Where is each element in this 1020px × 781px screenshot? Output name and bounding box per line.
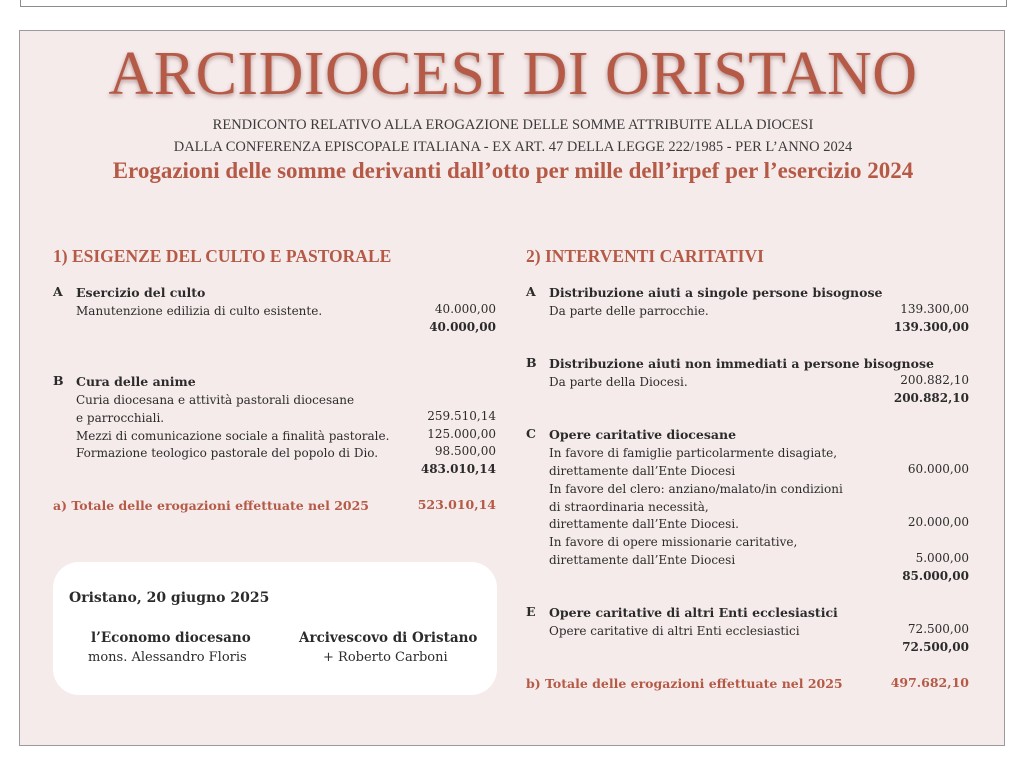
section-letter-b: B xyxy=(526,355,537,370)
section-letter-c: C xyxy=(526,426,536,441)
line-item-label: direttamente dall’Ente Diocesi. xyxy=(549,517,739,531)
line-item-amount: 125.000,00 xyxy=(427,427,496,441)
section-letter-e: E xyxy=(526,604,536,619)
line-item-amount: 20.000,00 xyxy=(907,515,969,529)
section-letter-b: B xyxy=(53,373,64,388)
category-altri-enti: Opere caritative di altri Enti ecclesiastici xyxy=(549,605,838,620)
total-amount-a: 523.010,14 xyxy=(417,497,496,512)
line-item-amount: 98.500,00 xyxy=(434,444,496,458)
report-description-line1: RENDICONTO RELATIVO ALLA EROGAZIONE DELLE SOMME ATTRIBUITE ALLA DIOCESI xyxy=(212,117,814,133)
section-letter-a: A xyxy=(526,284,536,299)
section-letter-a: A xyxy=(53,284,63,299)
subtotal-amount: 200.882,10 xyxy=(893,391,969,405)
line-item-label: In favore di opere missionarie caritative, xyxy=(549,535,798,549)
line-item-label: e parrocchiali. xyxy=(76,411,165,425)
line-item-amount: 200.882,10 xyxy=(900,373,969,387)
signer-role-arcivescovo: Arcivescovo di Oristano xyxy=(299,630,478,646)
place-date: Oristano, 20 giugno 2025 xyxy=(69,590,270,606)
signer-name-arcivescovo: + Roberto Carboni xyxy=(323,650,448,665)
signature-box xyxy=(53,562,497,695)
report-panel xyxy=(19,30,1005,746)
subtotal-amount: 483.010,14 xyxy=(420,462,496,476)
line-item-amount: 60.000,00 xyxy=(907,462,969,476)
page-title: ARCIDIOCESI DI ORISTANO xyxy=(108,40,918,108)
line-item-amount: 139.300,00 xyxy=(900,302,969,316)
line-item-amount: 40.000,00 xyxy=(434,302,496,316)
line-item-label: Manutenzione edilizia di culto esistente. xyxy=(76,304,323,318)
section-heading-culto: 1) ESIGENZE DEL CULTO E PASTORALE xyxy=(53,246,392,266)
report-subtitle: Erogazioni delle somme derivanti dall’otto per mille dell’irpef per l’esercizio 2024 xyxy=(112,158,914,183)
signer-name-economo: mons. Alessandro Floris xyxy=(88,650,247,665)
line-item-label: Da parte della Diocesi. xyxy=(549,375,688,389)
category-opere-diocesane: Opere caritative diocesane xyxy=(549,427,737,442)
line-item-label: Opere caritative di altri Enti ecclesiastici xyxy=(549,624,800,638)
line-item-label: di straordinaria necessità, xyxy=(549,500,709,514)
report-description-line2: DALLA CONFERENZA EPISCOPALE ITALIANA - EX ART. 47 DELLA LEGGE 222/1985 - PER L’ANNO 2024 xyxy=(173,139,853,155)
category-cura-anime: Cura delle anime xyxy=(76,374,196,389)
subtotal-amount: 85.000,00 xyxy=(902,569,969,583)
line-item-amount: 5.000,00 xyxy=(915,551,969,565)
line-item-label: Mezzi di comunicazione sociale a finalità pastorale. xyxy=(76,429,390,443)
previous-page-edge xyxy=(20,0,1007,7)
line-item-label: direttamente dall’Ente Diocesi xyxy=(549,553,736,567)
line-item-label: direttamente dall’Ente Diocesi xyxy=(549,464,736,478)
line-item-label: Da parte delle parrocchie. xyxy=(549,304,709,318)
line-item-label: Curia diocesana e attività pastorali diocesane xyxy=(76,393,355,407)
total-amount-b: 497.682,10 xyxy=(890,675,969,690)
total-label-a: a) Totale delle erogazioni effettuate nel 2025 xyxy=(53,498,369,513)
line-item-amount: 259.510,14 xyxy=(427,409,496,423)
total-label-b: b) Totale delle erogazioni effettuate nel 2025 xyxy=(526,676,843,691)
line-item-label: In favore del clero: anziano/malato/in condizioni xyxy=(549,482,843,496)
subtotal-amount: 40.000,00 xyxy=(429,320,496,334)
line-item-label: Formazione teologico pastorale del popolo di Dio. xyxy=(76,446,379,460)
subtotal-amount: 139.300,00 xyxy=(893,320,969,334)
category-aiuti-non-immediati: Distribuzione aiuti non immediati a persone bisognose xyxy=(549,356,934,371)
line-item-amount: 72.500,00 xyxy=(907,622,969,636)
line-item-label: In favore di famiglie particolarmente disagiate, xyxy=(549,446,838,460)
signer-role-economo: l’Economo diocesano xyxy=(91,630,251,646)
subtotal-amount: 72.500,00 xyxy=(902,640,969,654)
category-aiuti-singole-persone: Distribuzione aiuti a singole persone bisognose xyxy=(549,285,883,300)
category-esercizio-culto: Esercizio del culto xyxy=(76,285,206,300)
section-heading-caritativi: 2) INTERVENTI CARITATIVI xyxy=(526,246,764,266)
